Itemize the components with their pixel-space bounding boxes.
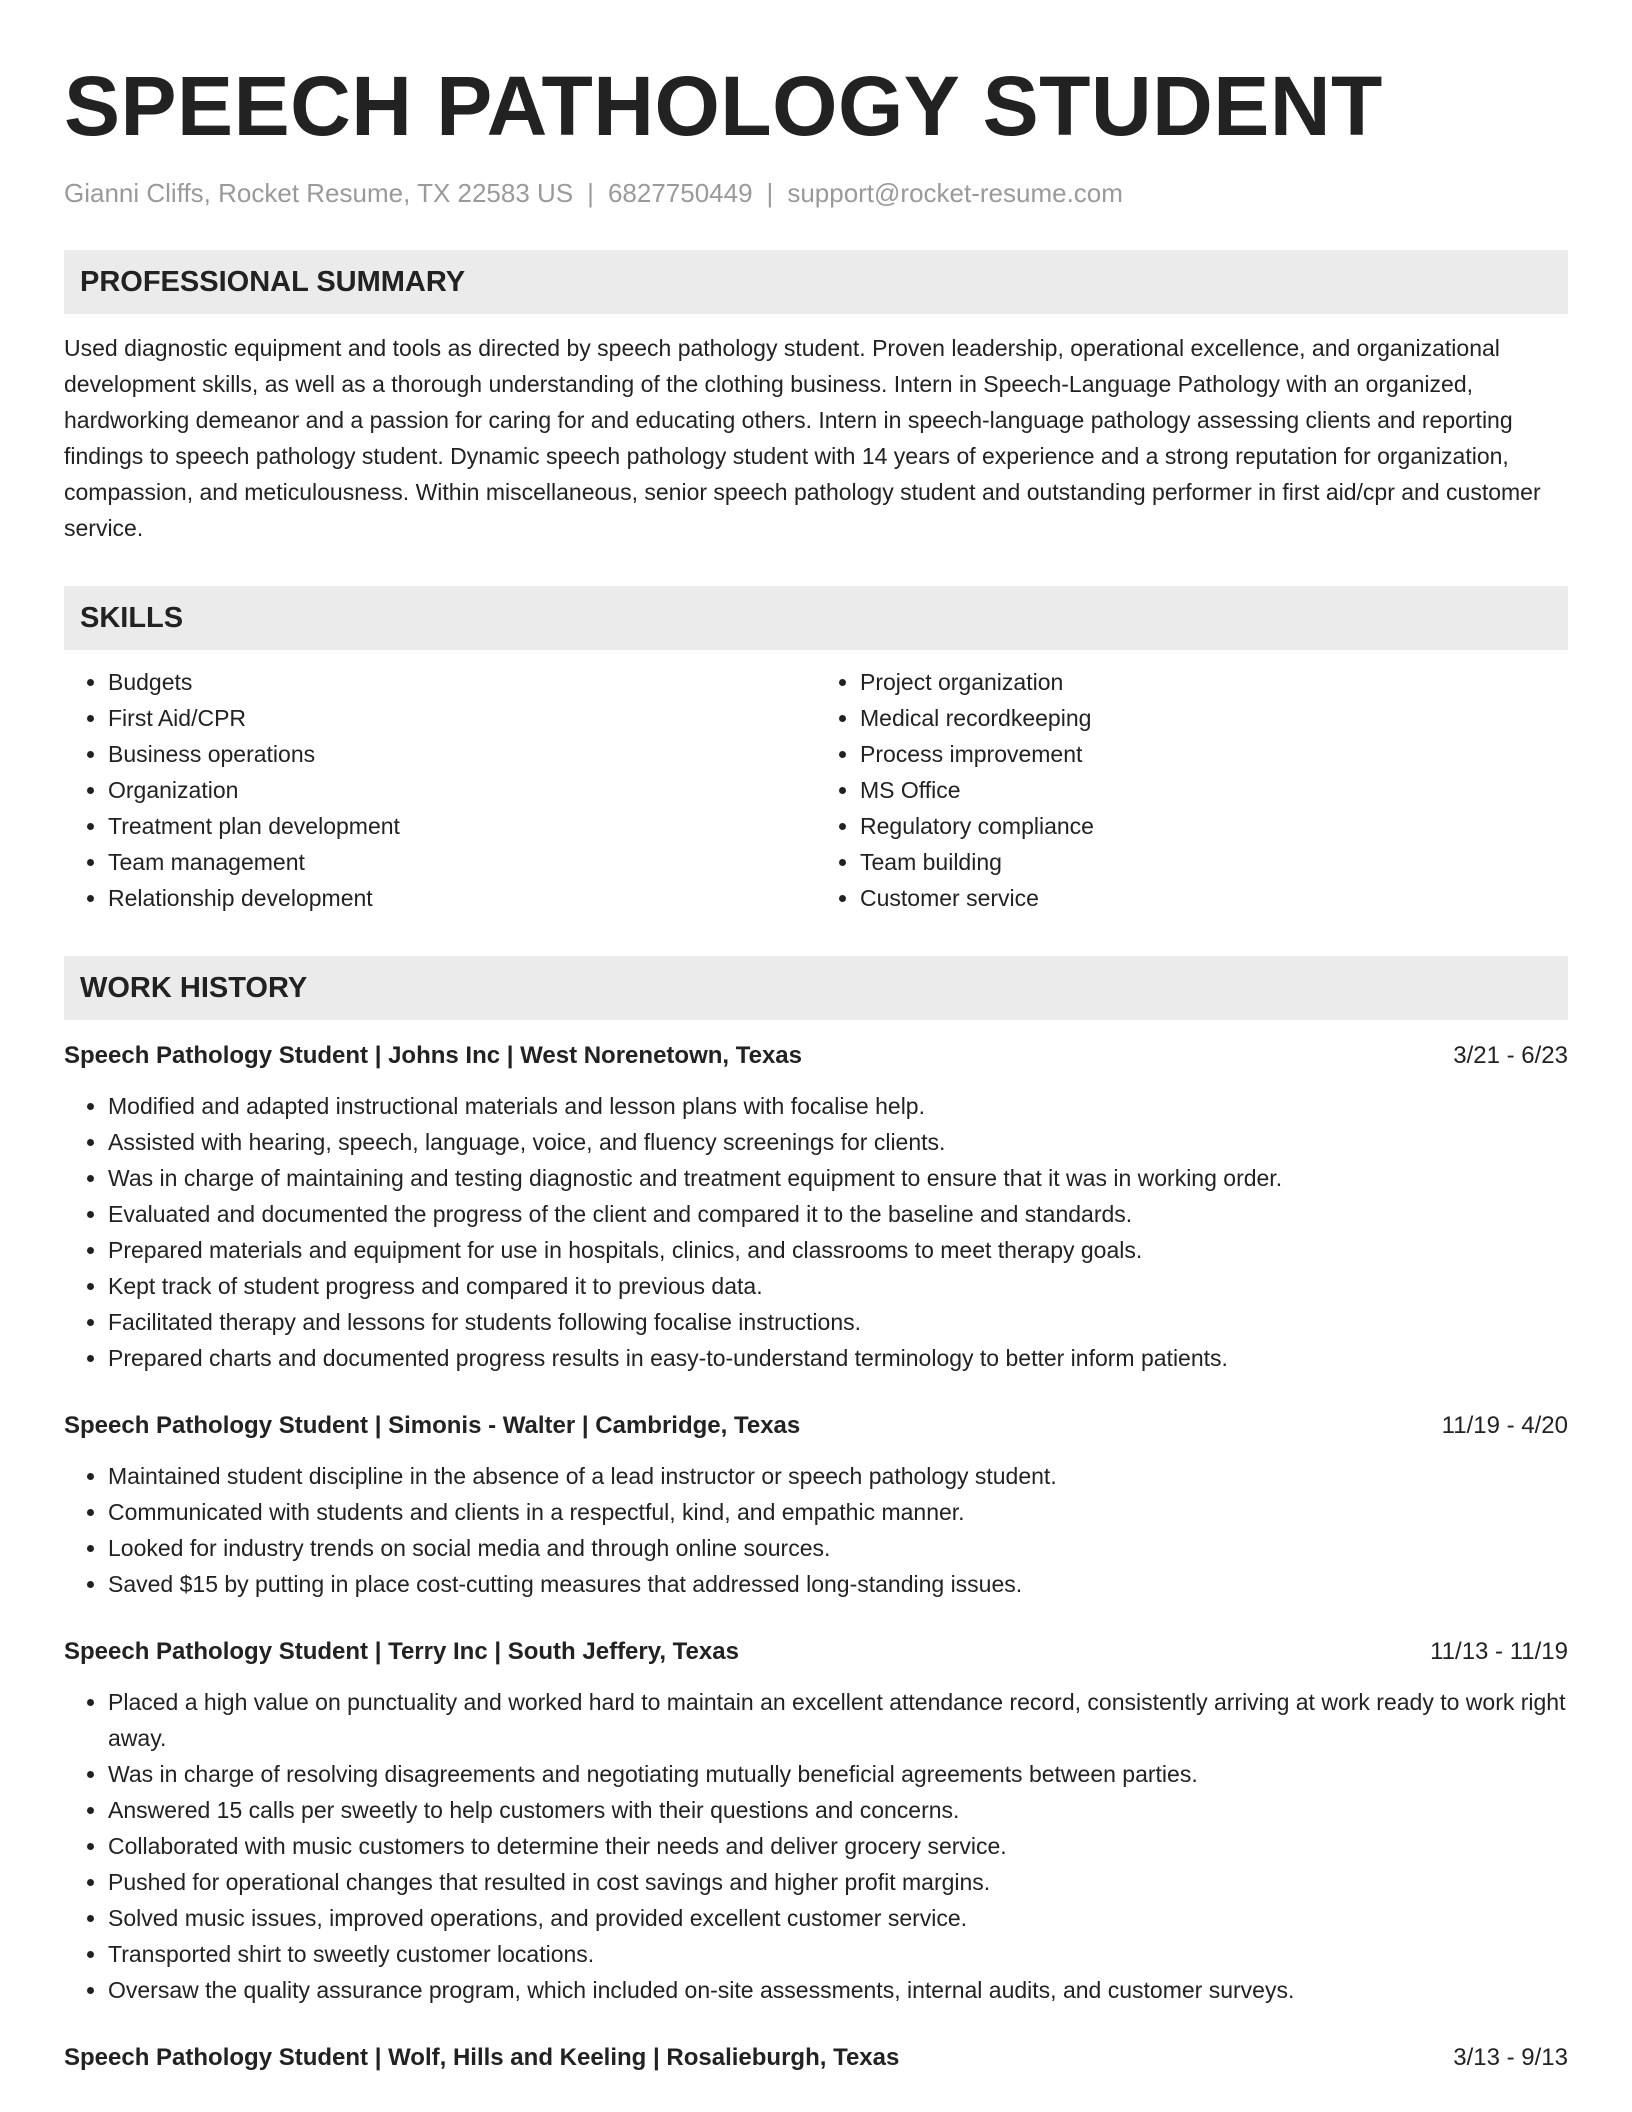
skill-item: • Organization	[108, 772, 816, 808]
job-dates: 11/19 - 4/20	[1441, 1412, 1568, 1439]
skill-item: • Budgets	[108, 664, 816, 700]
skill-item: • Relationship development	[108, 880, 816, 916]
job-duty-item: • Facilitated therapy and lessons for students following focalise instructions.	[108, 1304, 1568, 1340]
job-duties-list	[64, 1684, 1568, 2008]
contact-address: Gianni Cliffs, Rocket Resume, TX 22583 US	[64, 178, 574, 208]
contact-email: support@rocket-resume.com	[787, 178, 1123, 208]
job-duty-item: • Prepared materials and equipment for use in hospitals, clinics, and classrooms to meet therapy goals.	[108, 1232, 1568, 1268]
job-duty-item: • Placed a high value on punctuality and worked hard to maintain an excellent attendance record, consistently arriving at work ready to work right away.	[108, 1684, 1568, 1756]
job-header	[64, 1408, 1568, 1444]
job-header	[64, 2040, 1568, 2076]
job-duty-item: • Looked for industry trends on social media and through online sources.	[108, 1530, 1568, 1566]
summary-text: Used diagnostic equipment and tools as directed by speech pathology student. Proven leadership, operational excellence, and organizational development skills, as well as a thorough understanding of the clothing business. Intern in Speech-Language Pathology with an organized, hardworking demeanor and a passion for caring for and educating others. Intern in speech-language pathology assessing clients and reporting findings to speech pathology student. Dynamic speech pathology student with 14 years of experience and a strong reputation for organization, compassion, and meticulousness. Within miscellaneous, senior speech pathology student and outstanding performer in first aid/cpr and customer service.	[64, 335, 1541, 541]
job-duty-item: • Pushed for operational changes that resulted in cost savings and higher profit margins.	[108, 1864, 1568, 1900]
skill-item: • Treatment plan development	[108, 808, 816, 844]
job-duty-item: • Transported shirt to sweetly customer locations.	[108, 1936, 1568, 1972]
job-title: Speech Pathology Student | Wolf, Hills and Keeling | Rosalieburgh, Texas	[64, 2044, 900, 2071]
skills-list	[64, 664, 1568, 916]
job-duty-item: • Assisted with hearing, speech, language, voice, and fluency screenings for clients.	[108, 1124, 1568, 1160]
skills-section-header: SKILLS	[64, 586, 1568, 650]
job-duty-item: • Answered 15 calls per sweetly to help customers with their questions and concerns.	[108, 1792, 1568, 1828]
job-entry	[64, 1634, 1568, 2008]
skill-item: • Process improvement	[860, 736, 1568, 772]
job-entry	[64, 1408, 1568, 1602]
summary-section-header: PROFESSIONAL SUMMARY	[64, 250, 1568, 314]
job-dates: 3/13 - 9/13	[1453, 2044, 1568, 2071]
skill-item: • Medical recordkeeping	[860, 700, 1568, 736]
job-duty-item: • Modified and adapted instructional materials and lesson plans with focalise help.	[108, 1088, 1568, 1124]
skill-item: • Business operations	[108, 736, 816, 772]
job-dates: 3/21 - 6/23	[1453, 1042, 1568, 1069]
job-title: Speech Pathology Student | Simonis - Walter | Cambridge, Texas	[64, 1412, 801, 1439]
resume-name: SPEECH PATHOLOGY STUDENT	[64, 59, 1383, 153]
job-duty-item: • Was in charge of resolving disagreements and negotiating mutually beneficial agreements between parties.	[108, 1756, 1568, 1792]
job-duty-item: • Solved music issues, improved operations, and provided excellent customer service.	[108, 1900, 1568, 1936]
job-duty-item: • Kept track of student progress and compared it to previous data.	[108, 1268, 1568, 1304]
job-duty-item: • Communicated with students and clients in a respectful, kind, and empathic manner.	[108, 1494, 1568, 1530]
job-duties-list	[64, 1458, 1568, 1602]
contact-separator: |	[766, 178, 774, 208]
job-title: Speech Pathology Student | Terry Inc | South Jeffery, Texas	[64, 1638, 739, 1665]
job-duty-item: • Saved $15 by putting in place cost-cutting measures that addressed long-standing issues.	[108, 1566, 1568, 1602]
job-header	[64, 1038, 1568, 1074]
skill-item: • MS Office	[860, 772, 1568, 808]
skill-item: • Regulatory compliance	[860, 808, 1568, 844]
skills-column-right	[816, 664, 1568, 916]
skills-column-left	[64, 664, 816, 916]
job-duty-item: • Maintained student discipline in the absence of a lead instructor or speech pathology student.	[108, 1458, 1568, 1494]
work-section-header: WORK HISTORY	[64, 956, 1568, 1020]
job-duty-item: • Oversaw the quality assurance program, which included on-site assessments, internal audits, and customer surveys.	[108, 1972, 1568, 2008]
skill-item: • Team building	[860, 844, 1568, 880]
job-duty-item: • Evaluated and documented the progress of the client and compared it to the baseline and standards.	[108, 1196, 1568, 1232]
work-history-list	[64, 1038, 1568, 2076]
skill-item: • First Aid/CPR	[108, 700, 816, 736]
job-header	[64, 1634, 1568, 1670]
skill-item: • Customer service	[860, 880, 1568, 916]
job-dates: 11/13 - 11/19	[1430, 1638, 1568, 1665]
contact-phone: 6827750449	[607, 178, 753, 208]
job-title: Speech Pathology Student | Johns Inc | West Norenetown, Texas	[64, 1042, 802, 1069]
skill-item: • Project organization	[860, 664, 1568, 700]
job-entry	[64, 2040, 1568, 2076]
job-duty-item: • Prepared charts and documented progress results in easy-to-understand terminology to better inform patients.	[108, 1340, 1568, 1376]
job-duties-list	[64, 1088, 1568, 1376]
contact-line	[64, 176, 1568, 210]
job-duty-item: • Collaborated with music customers to determine their needs and deliver grocery service.	[108, 1828, 1568, 1864]
job-entry	[64, 1038, 1568, 1376]
contact-separator: |	[587, 178, 594, 208]
skill-item: • Team management	[108, 844, 816, 880]
job-duty-item: • Was in charge of maintaining and testing diagnostic and treatment equipment to ensure that it was in working order.	[108, 1160, 1568, 1196]
